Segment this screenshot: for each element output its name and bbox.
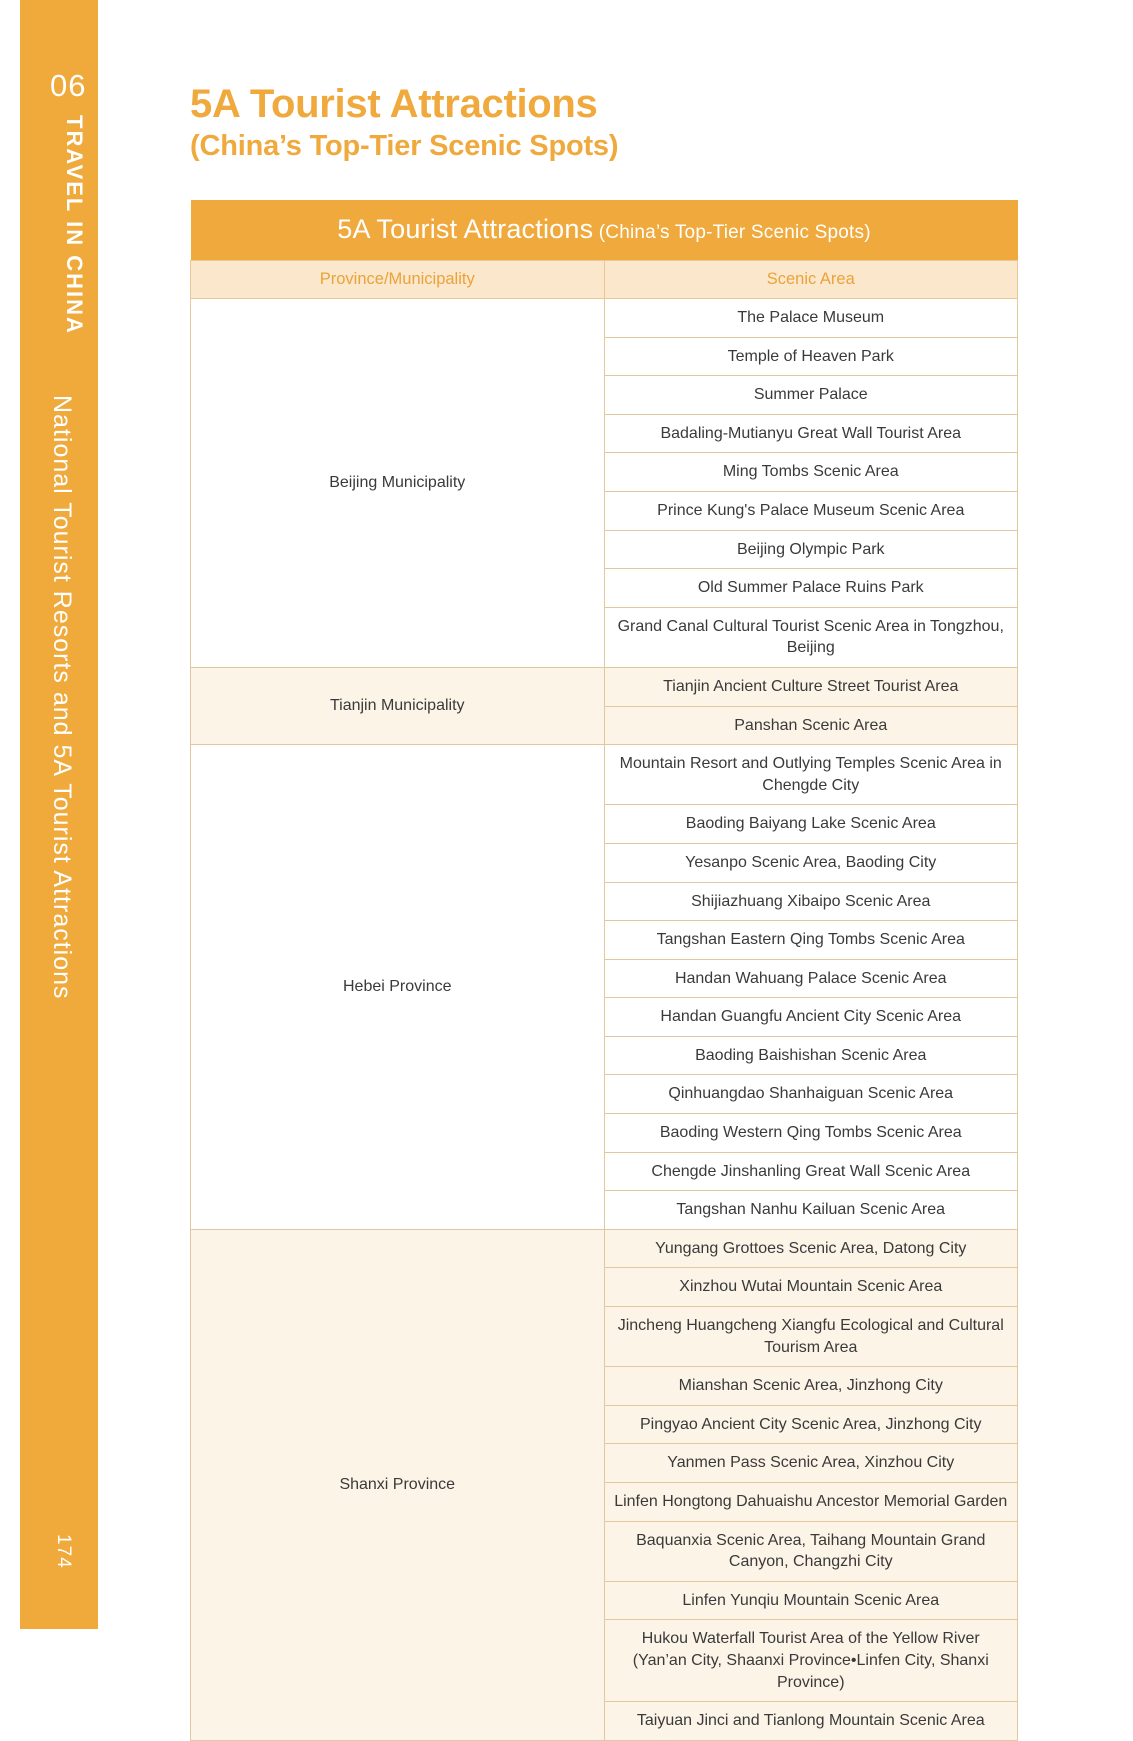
table-banner bbox=[191, 200, 1018, 261]
scenic-area-cell: Handan Wahuang Palace Scenic Area bbox=[604, 959, 1018, 998]
scenic-area-cell: Handan Guangfu Ancient City Scenic Area bbox=[604, 998, 1018, 1037]
scenic-area-cell: The Palace Museum bbox=[604, 299, 1018, 338]
scenic-area-cell: Baoding Baishishan Scenic Area bbox=[604, 1036, 1018, 1075]
province-cell: Tianjin Municipality bbox=[191, 667, 605, 744]
scenic-area-cell: Ming Tombs Scenic Area bbox=[604, 453, 1018, 492]
table-banner-main: 5A Tourist Attractions bbox=[337, 214, 594, 244]
column-header-scenic-area: Scenic Area bbox=[604, 261, 1018, 299]
table-header-row bbox=[191, 261, 1018, 299]
page-number: 174 bbox=[53, 1534, 74, 1569]
attractions-table-wrapper bbox=[190, 200, 1018, 1741]
table-row bbox=[191, 1229, 1018, 1268]
scenic-area-cell: Tangshan Eastern Qing Tombs Scenic Area bbox=[604, 921, 1018, 960]
page-title bbox=[190, 82, 1030, 164]
scenic-area-cell: Summer Palace bbox=[604, 376, 1018, 415]
scenic-area-cell: Badaling-Mutianyu Great Wall Tourist Area bbox=[604, 414, 1018, 453]
province-cell: Shanxi Province bbox=[191, 1229, 605, 1740]
scenic-area-cell: Jincheng Huangcheng Xiangfu Ecological and Cultural Tourism Area bbox=[604, 1307, 1018, 1367]
chapter-number: 06 bbox=[50, 68, 87, 103]
table-banner-row bbox=[191, 200, 1018, 261]
scenic-area-cell: Yesanpo Scenic Area, Baoding City bbox=[604, 843, 1018, 882]
scenic-area-cell: Tianjin Ancient Culture Street Tourist Area bbox=[604, 667, 1018, 706]
table-row bbox=[191, 745, 1018, 805]
province-cell: Hebei Province bbox=[191, 745, 605, 1230]
scenic-area-cell: Linfen Yunqiu Mountain Scenic Area bbox=[604, 1581, 1018, 1620]
scenic-area-cell: Qinhuangdao Shanhaiguan Scenic Area bbox=[604, 1075, 1018, 1114]
sidebar-band bbox=[20, 0, 98, 1629]
province-cell: Beijing Municipality bbox=[191, 299, 605, 668]
page-title-main: 5A Tourist Attractions bbox=[190, 82, 598, 126]
scenic-area-cell: Baoding Western Qing Tombs Scenic Area bbox=[604, 1114, 1018, 1153]
scenic-area-cell: Mianshan Scenic Area, Jinzhong City bbox=[604, 1367, 1018, 1406]
column-header-province: Province/Municipality bbox=[191, 261, 605, 299]
scenic-area-cell: Old Summer Palace Ruins Park bbox=[604, 569, 1018, 608]
scenic-area-cell: Yungang Grottoes Scenic Area, Datong City bbox=[604, 1229, 1018, 1268]
scenic-area-cell: Taiyuan Jinci and Tianlong Mountain Scenic Area bbox=[604, 1702, 1018, 1741]
scenic-area-cell: Prince Kung's Palace Museum Scenic Area bbox=[604, 491, 1018, 530]
scenic-area-cell: Mountain Resort and Outlying Temples Scenic Area in Chengde City bbox=[604, 745, 1018, 805]
chapter-subtitle: National Tourist Resorts and 5A Tourist Attractions bbox=[48, 395, 76, 1000]
scenic-area-cell: Baquanxia Scenic Area, Taihang Mountain Grand Canyon, Changzhi City bbox=[604, 1521, 1018, 1581]
scenic-area-cell: Beijing Olympic Park bbox=[604, 530, 1018, 569]
scenic-area-cell: Xinzhou Wutai Mountain Scenic Area bbox=[604, 1268, 1018, 1307]
scenic-area-cell: Hukou Waterfall Tourist Area of the Yellow River (Yan’an City, Shaanxi Province•Linfen City, Shanxi Province) bbox=[604, 1620, 1018, 1702]
scenic-area-cell: Panshan Scenic Area bbox=[604, 706, 1018, 745]
scenic-area-cell: Grand Canal Cultural Tourist Scenic Area in Tongzhou, Beijing bbox=[604, 607, 1018, 667]
attractions-table bbox=[190, 200, 1018, 1741]
scenic-area-cell: Shijiazhuang Xibaipo Scenic Area bbox=[604, 882, 1018, 921]
scenic-area-cell: Tangshan Nanhu Kailuan Scenic Area bbox=[604, 1191, 1018, 1230]
table-row bbox=[191, 299, 1018, 338]
table-banner-sub: (China’s Top-Tier Scenic Spots) bbox=[593, 222, 871, 243]
scenic-area-cell: Pingyao Ancient City Scenic Area, Jinzhong City bbox=[604, 1405, 1018, 1444]
scenic-area-cell: Baoding Baiyang Lake Scenic Area bbox=[604, 805, 1018, 844]
scenic-area-cell: Yanmen Pass Scenic Area, Xinzhou City bbox=[604, 1444, 1018, 1483]
scenic-area-cell: Temple of Heaven Park bbox=[604, 337, 1018, 376]
scenic-area-cell: Chengde Jinshanling Great Wall Scenic Area bbox=[604, 1152, 1018, 1191]
scenic-area-cell: Linfen Hongtong Dahuaishu Ancestor Memorial Garden bbox=[604, 1483, 1018, 1522]
page-title-sub: (China’s Top-Tier Scenic Spots) bbox=[190, 129, 619, 162]
table-row bbox=[191, 667, 1018, 706]
chapter-title: TRAVEL IN CHINA bbox=[62, 115, 87, 335]
